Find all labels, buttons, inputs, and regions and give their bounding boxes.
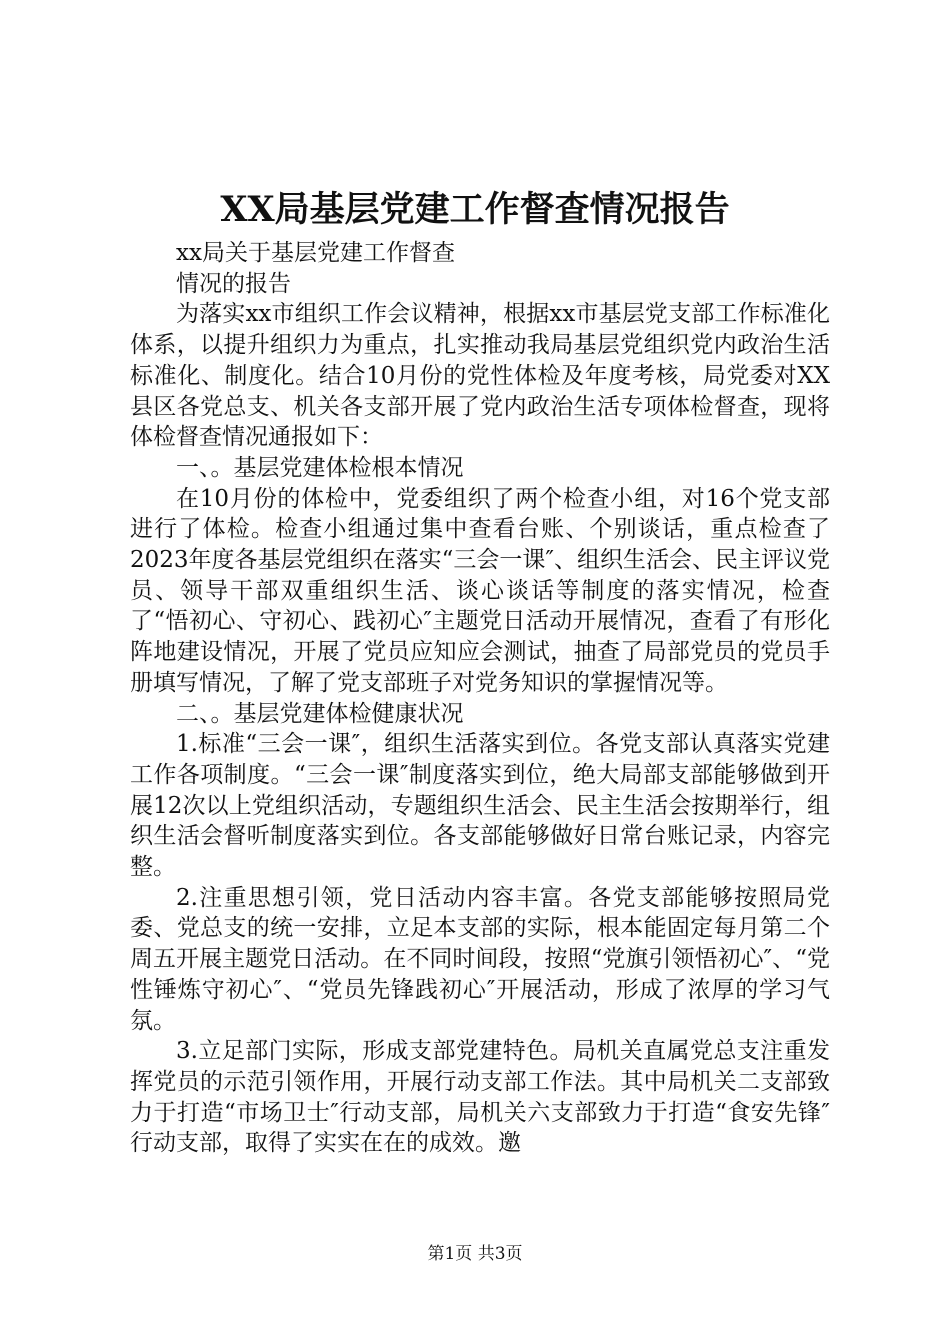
section-heading-2: 二、。基层党建体检健康状况 (176, 700, 464, 727)
document-body (130, 238, 830, 1159)
subtitle-line-1: xx局关于基层党建工作督查 (176, 240, 455, 266)
paragraph-item-2: 2.注重思想引领，党日活动内容丰富。各党支部能够按照局党委、党总支的统一安排，立足本支部的实际，根本能固定每月第二个周五开展主题党日活动。在不同时间段，按照“党旗引领悟初心″、“党性锤炼守初心″、“党员先锋践初心″开展活动，形成了浓厚的学习气氛。 (130, 884, 830, 1034)
page-footer: 第1页 共3页 (427, 1244, 523, 1264)
section-heading-1: 一、。基层党建体检根本情况 (176, 454, 464, 481)
paragraph-intro: 为落实xx市组织工作会议精神，根据xx市基层党支部工作标准化体系，以提升组织力为重点，扎实推动我局基层党组织党内政治生活标准化、制度化。结合10月份的党性体检及年度考核，局党委对XX县区各党总支、机关各支部开展了党内政治生活专项体检督查，现将体检督查情况通报如下： (130, 301, 830, 451)
paragraph-section-1: 在10月份的体检中，党委组织了两个检查小组，对16个党支部进行了体检。检查小组通过集中查看台账、个别谈话，重点检查了2023年度各基层党组织在落实“三会一课″、组织生活会、民主评议党员、领导干部双重组织生活、谈心谈话等制度的落实情况，检查了“悟初心、守初心、践初心″主题党日活动开展情况，查看了有形化阵地建设情况，开展了党员应知应会测试，抽查了局部党员的党员手册填写情况，了解了党支部班子对党务知识的掌握情况等。 (130, 485, 830, 696)
document-title: XX局基层党建工作督查情况报告 (220, 189, 730, 230)
paragraph-item-3: 3.立足部门实际，形成支部党建特色。局机关直属党总支注重发挥党员的示范引领作用，开展行动支部工作法。其中局机关二支部致力于打造“市场卫士″行动支部，局机关六支部致力于打造“食安先锋″行动支部，取得了实实在在的成效。邀 (130, 1038, 830, 1157)
paragraph-item-1: 1.标准“三会一课″，组织生活落实到位。各党支部认真落实党建工作各项制度。“三会一课″制度落实到位，绝大局部支部能够做到开展12次以上党组织活动，专题组织生活会、民主生活会按期举行，组织生活会督听制度落实到位。各支部能够做好日常台账记录，内容完整。 (130, 731, 830, 881)
subtitle-line-2: 情况的报告 (176, 270, 291, 297)
